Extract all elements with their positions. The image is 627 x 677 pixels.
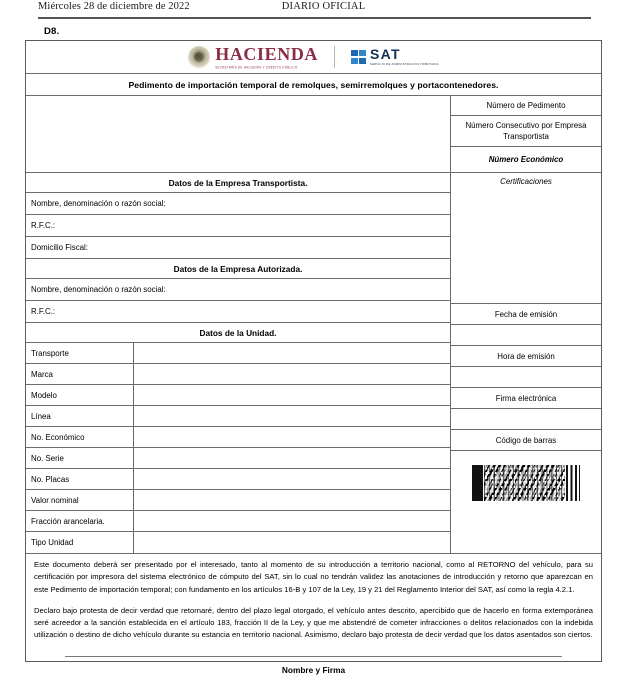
label-linea: Línea — [26, 406, 134, 426]
label-codigo-barras: Código de barras — [451, 430, 601, 451]
row-linea[interactable] — [26, 406, 450, 427]
barcode-pdf417-icon — [472, 465, 580, 501]
barcode-cell — [451, 451, 601, 514]
legal-text-section — [26, 553, 601, 677]
row-no-serie[interactable] — [26, 448, 450, 469]
form-left-column — [26, 96, 451, 553]
header-publication-title: DIARIO OFICIAL — [281, 1, 366, 12]
form-body-grid — [26, 96, 601, 553]
page-running-header — [0, 0, 627, 22]
form-right-column — [451, 96, 601, 553]
label-no-economico: No. Económico — [26, 427, 134, 447]
row-no-economico[interactable] — [26, 427, 450, 448]
value-firma-electronica[interactable] — [451, 409, 601, 430]
label-no-serie: No. Serie — [26, 448, 134, 468]
label-certificaciones: Certificaciones — [451, 173, 601, 304]
section-code: D8. — [44, 26, 60, 37]
label-firma-electronica: Firma electrónica — [451, 388, 601, 409]
label-transporte: Transporte — [26, 343, 134, 363]
field-autorizada-nombre[interactable]: Nombre, denominación o razón social: — [26, 279, 450, 301]
label-no-placas: No. Placas — [26, 469, 134, 489]
header-blank-cell[interactable] — [26, 96, 450, 173]
section-header-transportista: Datos de la Empresa Transportista. — [26, 173, 450, 193]
row-valor-nominal[interactable] — [26, 490, 450, 511]
signature-label: Nombre y Firma — [281, 664, 346, 675]
label-numero-pedimento: Número de Pedimento — [451, 96, 601, 116]
header-rule — [38, 17, 591, 19]
row-no-placas[interactable] — [26, 469, 450, 490]
label-tipo-unidad: Tipo Unidad — [26, 532, 134, 553]
sat-logo — [351, 47, 439, 66]
value-hora-emision[interactable] — [451, 367, 601, 388]
label-numero-economico: Número Económico — [451, 147, 601, 173]
logo-divider — [334, 46, 335, 68]
row-fraccion-arancelaria[interactable] — [26, 511, 450, 532]
form-title: Pedimento de importación temporal de remolques, semirremolques y portacontenedores. — [26, 73, 601, 96]
label-fecha-emision: Fecha de emisión — [451, 304, 601, 325]
sat-squares-icon — [351, 50, 366, 64]
row-tipo-unidad[interactable] — [26, 532, 450, 553]
row-marca[interactable] — [26, 364, 450, 385]
signature-line[interactable] — [65, 656, 562, 657]
row-transporte[interactable] — [26, 343, 450, 364]
section-header-unidad: Datos de la Unidad. — [26, 323, 450, 343]
sat-subtitle: SERVICIO DE ADMINISTRACIÓN TRIBUTARIA — [370, 62, 439, 67]
hacienda-subtitle: SECRETARÍA DE HACIENDA Y CRÉDITO PÚBLICO — [215, 64, 298, 70]
row-modelo[interactable] — [26, 385, 450, 406]
section-header-autorizada: Datos de la Empresa Autorizada. — [26, 259, 450, 279]
hacienda-wordmark: HACIENDA — [215, 44, 319, 65]
field-transportista-domicilio[interactable]: Domicilio Fiscal: — [26, 237, 450, 259]
field-transportista-nombre[interactable]: Nombre, denominación o razón social: — [26, 193, 450, 215]
label-valor-nominal: Valor nominal — [26, 490, 134, 510]
legal-paragraph-1: Este documento deberá ser presentado por el interesado, tanto al momento de su introducción a territorio nacional, como al RETORNO del vehículo, para su certificación por impresora del sistema electrónico de cómputo del SAT, sin lo cual no tendrán validez las anotaciones de introducción y retorno que aparezcan en este Pedimento de importación temporal; con fundamento en los artículos 16-B y 107 de la Ley, 19 y 21 del Reglamento Interior del SAT, así como la regla 4.2.1. — [34, 560, 593, 594]
logo-band — [26, 41, 601, 73]
mexican-coat-of-arms-icon — [188, 46, 210, 68]
value-fecha-emision[interactable] — [451, 325, 601, 346]
pedimento-form — [25, 40, 602, 675]
header-date: Miércoles 28 de diciembre de 2022 — [38, 1, 190, 12]
label-hora-emision: Hora de emisión — [451, 346, 601, 367]
legal-paragraph-2: Declaro bajo protesta de decir verdad que retornaré, dentro del plazo legal otorgado, el vehículo antes descrito, apercibido que de hacerlo en forma extemporánea seré acreedor a la sanción establecida en el artículo 183, fracción II de la Ley, y que me abstendré de cometer infracciones o delitos relacionados con la indebida utilización o destino de dicho vehículo durante su estancia en territorio nacional. Asimismo, declaro bajo protesta de decir verdad que los datos asentados son ciertos. — [34, 605, 593, 640]
sat-wordmark: SAT — [370, 46, 401, 63]
field-autorizada-rfc[interactable]: R.F.C.: — [26, 301, 450, 323]
label-numero-consecutivo: Número Consecutivo por Empresa Transportista — [451, 116, 601, 147]
hacienda-logo — [188, 45, 318, 68]
label-marca: Marca — [26, 364, 134, 384]
field-transportista-rfc[interactable]: R.F.C.: — [26, 215, 450, 237]
label-fraccion-arancelaria: Fracción arancelaria. — [26, 511, 134, 531]
signature-block — [34, 651, 593, 675]
label-modelo: Modelo — [26, 385, 134, 405]
